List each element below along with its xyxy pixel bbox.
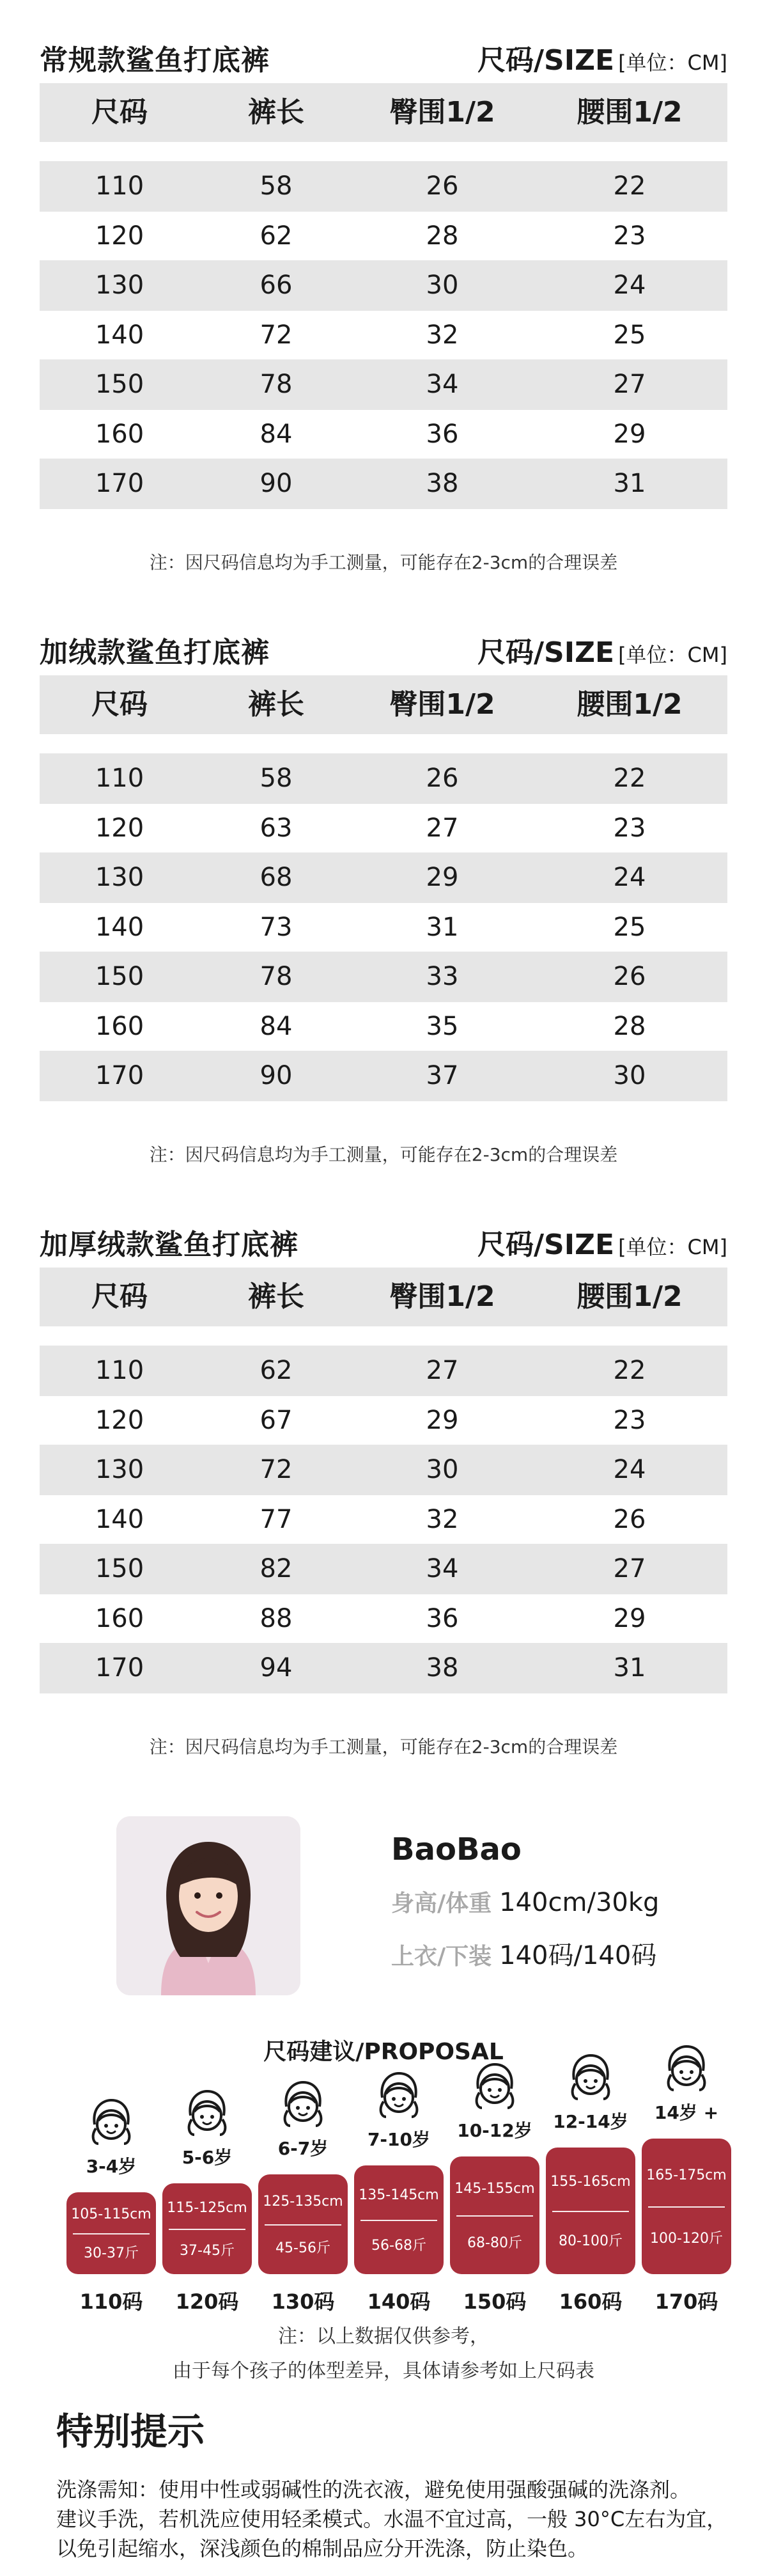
table-cell: 28 <box>426 221 459 251</box>
table-cell: 30 <box>613 1061 646 1090</box>
table-cell: 140 <box>95 1504 144 1534</box>
table-cell: 90 <box>260 1061 293 1090</box>
divider <box>456 2215 533 2217</box>
table-cell: 170 <box>95 469 144 498</box>
table-cell: 130 <box>95 271 144 300</box>
column-header: 尺码 <box>91 96 148 129</box>
table-row <box>40 1445 727 1495</box>
table-cell: 29 <box>426 1405 459 1435</box>
weight-range: 30-37斤 <box>84 2245 139 2261</box>
height-weight-box <box>66 2192 156 2274</box>
table-cell: 24 <box>613 1455 646 1484</box>
table-row <box>40 1594 727 1644</box>
height-range: 165-175cm <box>646 2167 727 2183</box>
table-cell: 29 <box>613 1603 646 1633</box>
table-header-row <box>40 1268 727 1326</box>
table-cell: 77 <box>260 1504 293 1534</box>
tips-line: 建议手洗，若机洗应使用轻柔模式。水温不宜过高，一般 30°C左右为宜， <box>56 2507 727 2531</box>
table-cell: 27 <box>613 1554 646 1583</box>
table-cell: 120 <box>95 221 144 251</box>
model-size <box>391 1935 656 1972</box>
table-cell: 94 <box>260 1653 293 1683</box>
size-code: 120码 <box>175 2289 239 2314</box>
child-photo-icon <box>116 1816 300 1995</box>
table-cell: 62 <box>260 221 293 251</box>
size-label: 尺码/SIZE <box>477 1229 615 1261</box>
child-face-icon <box>661 2043 712 2094</box>
weight-range: 37-45斤 <box>180 2243 235 2259</box>
table-cell: 27 <box>426 813 459 843</box>
unit-label: [单位：CM] <box>618 1235 727 1259</box>
table-cell: 27 <box>426 1356 459 1385</box>
table-cell: 73 <box>260 912 293 942</box>
divider <box>552 2211 629 2212</box>
table-cell: 160 <box>95 1011 144 1041</box>
table-cell: 30 <box>426 271 459 300</box>
table-cell: 150 <box>95 1554 144 1583</box>
table-cell: 34 <box>426 1554 459 1583</box>
height-weight-box <box>354 2165 444 2274</box>
size-table-section <box>0 26 767 601</box>
height-weight-label: 身高/体重 <box>391 1890 492 1917</box>
weight-range: 56-68斤 <box>371 2238 426 2254</box>
table-cell: 66 <box>260 271 293 300</box>
column-header: 裤长 <box>248 96 304 129</box>
table-cell: 25 <box>613 912 646 942</box>
table-cell: 32 <box>426 1504 459 1534</box>
child-face-icon <box>565 2052 616 2103</box>
table-cell: 58 <box>260 764 293 793</box>
table-cell: 38 <box>426 1653 459 1683</box>
table-cell: 88 <box>260 1603 293 1633</box>
table-cell: 34 <box>426 370 459 399</box>
child-face-icon <box>373 2069 424 2121</box>
table-cell: 28 <box>613 1011 646 1041</box>
section-title: 加绒款鲨鱼打底裤 <box>40 636 270 669</box>
model-height-weight <box>391 1885 659 1918</box>
table-cell: 22 <box>613 1356 646 1385</box>
height-weight-box <box>162 2183 252 2274</box>
height-range: 145-155cm <box>454 2181 535 2197</box>
age-label: 3-4岁 <box>86 2156 137 2177</box>
table-cell: 82 <box>260 1554 293 1583</box>
table-cell: 170 <box>95 1653 144 1683</box>
table-cell: 78 <box>260 370 293 399</box>
weight-range: 45-56斤 <box>275 2240 330 2256</box>
table-cell: 33 <box>426 962 459 991</box>
table-cell: 37 <box>426 1061 459 1090</box>
table-cell: 26 <box>613 1504 646 1534</box>
column-header: 尺码 <box>91 1280 148 1313</box>
divider <box>73 2233 150 2234</box>
model-name: BaoBao <box>391 1832 522 1867</box>
top-bottom-label: 上衣/下装 <box>391 1944 492 1970</box>
height-weight-box <box>258 2174 348 2274</box>
table-row <box>40 161 727 212</box>
table-cell: 23 <box>613 221 646 251</box>
table-cell: 63 <box>260 813 293 843</box>
size-label: 尺码/SIZE <box>477 636 615 669</box>
table-cell: 58 <box>260 171 293 201</box>
table-cell: 62 <box>260 1356 293 1385</box>
table-row <box>40 803 727 854</box>
tips-title: 特别提示 <box>56 2410 205 2453</box>
child-face-icon <box>469 2061 520 2112</box>
table-row <box>40 310 727 361</box>
table-cell: 78 <box>260 962 293 991</box>
table-cell: 68 <box>260 863 293 892</box>
table-cell: 140 <box>95 320 144 350</box>
size-code: 150码 <box>463 2289 527 2314</box>
table-cell: 130 <box>95 1455 144 1484</box>
top-bottom-value: 140码/140码 <box>499 1941 657 1970</box>
table-cell: 160 <box>95 1603 144 1633</box>
table-cell: 110 <box>95 764 144 793</box>
table-cell: 110 <box>95 1356 144 1385</box>
weight-range: 100-120斤 <box>650 2231 723 2247</box>
measurement-note: 注：因尺码信息均为手工测量，可能存在2-3cm的合理误差 <box>149 1144 618 1165</box>
table-cell: 29 <box>613 419 646 449</box>
tips-line: 以免引起缩水，深浅颜色的棉制品应分开洗涤，防止染色。 <box>56 2536 589 2561</box>
age-label: 14岁 + <box>654 2102 719 2123</box>
height-range: 155-165cm <box>550 2174 631 2190</box>
height-range: 105-115cm <box>71 2206 151 2222</box>
table-cell: 67 <box>260 1405 293 1435</box>
divider <box>360 2220 437 2221</box>
size-code: 110码 <box>79 2289 143 2314</box>
table-row <box>40 1346 727 1396</box>
column-header: 腰围1/2 <box>577 1280 683 1313</box>
table-cell: 36 <box>426 419 459 449</box>
table-cell: 72 <box>260 1455 293 1484</box>
table-cell: 25 <box>613 320 646 350</box>
tips-line: 洗涤需知：使用中性或弱碱性的洗衣液，避免使用强酸强碱的洗涤剂。 <box>56 2478 691 2502</box>
table-cell: 22 <box>613 764 646 793</box>
table-cell: 120 <box>95 1405 144 1435</box>
weight-range: 68-80斤 <box>467 2235 522 2251</box>
height-weight-value: 140cm/30kg <box>499 1888 660 1917</box>
table-cell: 72 <box>260 320 293 350</box>
divider <box>265 2224 341 2226</box>
table-cell: 26 <box>426 764 459 793</box>
column-header: 臀围1/2 <box>389 1280 495 1313</box>
proposal-title: 尺码建议/PROPOSAL <box>263 2039 504 2065</box>
table-row <box>40 1051 727 1101</box>
table-cell: 150 <box>95 370 144 399</box>
size-label: 尺码/SIZE <box>477 44 615 77</box>
measurement-note: 注：因尺码信息均为手工测量，可能存在2-3cm的合理误差 <box>149 552 618 573</box>
height-weight-box <box>450 2156 539 2274</box>
size-heading <box>477 1221 727 1262</box>
table-row <box>40 952 727 1002</box>
size-code: 140码 <box>367 2289 431 2314</box>
child-face-icon <box>86 2096 137 2148</box>
table-row <box>40 1495 727 1545</box>
table-cell: 23 <box>613 1405 646 1435</box>
divider <box>648 2206 725 2208</box>
table-row <box>40 211 727 262</box>
table-cell: 160 <box>95 419 144 449</box>
divider <box>169 2229 245 2230</box>
weight-range: 80-100斤 <box>559 2233 623 2249</box>
table-cell: 35 <box>426 1011 459 1041</box>
size-proposal-item <box>162 0 252 2314</box>
table-cell: 31 <box>426 912 459 942</box>
size-table-section <box>0 1210 767 1786</box>
table-cell: 38 <box>426 469 459 498</box>
table-cell: 170 <box>95 1061 144 1090</box>
table-cell: 84 <box>260 419 293 449</box>
column-header: 腰围1/2 <box>577 688 683 721</box>
section-header <box>40 1210 727 1268</box>
table-cell: 24 <box>613 271 646 300</box>
table-cell: 26 <box>613 962 646 991</box>
height-weight-box <box>546 2148 635 2274</box>
child-face-icon <box>182 2087 233 2139</box>
table-row <box>40 260 727 311</box>
table-cell: 27 <box>613 370 646 399</box>
size-code: 160码 <box>559 2289 623 2314</box>
age-label: 6-7岁 <box>277 2138 329 2159</box>
unit-label: [单位：CM] <box>618 643 727 667</box>
column-header: 裤长 <box>248 688 304 721</box>
table-row <box>40 409 727 460</box>
column-header: 腰围1/2 <box>577 96 683 129</box>
column-header: 裤长 <box>248 1280 304 1313</box>
table-cell: 22 <box>613 171 646 201</box>
table-cell: 31 <box>613 469 646 498</box>
table-header-row <box>40 675 727 734</box>
table-row <box>40 1643 727 1693</box>
size-heading <box>477 629 727 670</box>
table-cell: 29 <box>426 863 459 892</box>
proposal-note-line: 注：以上数据仅供参考， <box>278 2325 489 2348</box>
table-cell: 32 <box>426 320 459 350</box>
column-header: 臀围1/2 <box>389 688 495 721</box>
height-range: 125-135cm <box>263 2194 343 2210</box>
table-cell: 31 <box>613 1653 646 1683</box>
size-code: 170码 <box>655 2289 718 2314</box>
table-cell: 140 <box>95 912 144 942</box>
table-row <box>40 1001 727 1052</box>
height-weight-box <box>642 2139 731 2274</box>
table-header-row <box>40 83 727 142</box>
table-row <box>40 852 727 903</box>
section-title: 常规款鲨鱼打底裤 <box>40 44 270 77</box>
table-cell: 26 <box>426 171 459 201</box>
table-row <box>40 1395 727 1446</box>
child-face-icon <box>277 2078 329 2130</box>
table-cell: 84 <box>260 1011 293 1041</box>
model-info <box>0 1810 767 2002</box>
table-cell: 90 <box>260 469 293 498</box>
table-cell: 24 <box>613 863 646 892</box>
height-range: 115-125cm <box>167 2200 247 2216</box>
age-label: 10-12岁 <box>457 2120 532 2141</box>
table-cell: 130 <box>95 863 144 892</box>
table-cell: 110 <box>95 171 144 201</box>
table-cell: 120 <box>95 813 144 843</box>
table-row <box>40 359 727 410</box>
height-range: 135-145cm <box>359 2187 439 2203</box>
table-row <box>40 902 727 953</box>
section-title: 加厚绒款鲨鱼打底裤 <box>40 1229 298 1261</box>
table-cell: 23 <box>613 813 646 843</box>
proposal-note-line: 由于每个孩子的体型差异，具体请参考如上尺码表 <box>173 2360 594 2382</box>
column-header: 尺码 <box>91 688 148 721</box>
age-label: 7-10岁 <box>367 2129 431 2150</box>
table-cell: 30 <box>426 1455 459 1484</box>
unit-label: [单位：CM] <box>618 51 727 75</box>
table-cell: 150 <box>95 962 144 991</box>
column-header: 臀围1/2 <box>389 96 495 129</box>
age-label: 5-6岁 <box>182 2147 233 2168</box>
table-row <box>40 753 727 804</box>
size-heading <box>477 37 727 78</box>
table-row <box>40 1544 727 1594</box>
size-code: 130码 <box>271 2289 335 2314</box>
section-header <box>40 26 727 83</box>
section-header <box>40 618 727 675</box>
table-cell: 36 <box>426 1603 459 1633</box>
age-label: 12-14岁 <box>553 2111 628 2132</box>
table-row <box>40 459 727 509</box>
size-table-section <box>0 618 767 1193</box>
measurement-note: 注：因尺码信息均为手工测量，可能存在2-3cm的合理误差 <box>149 1736 618 1757</box>
